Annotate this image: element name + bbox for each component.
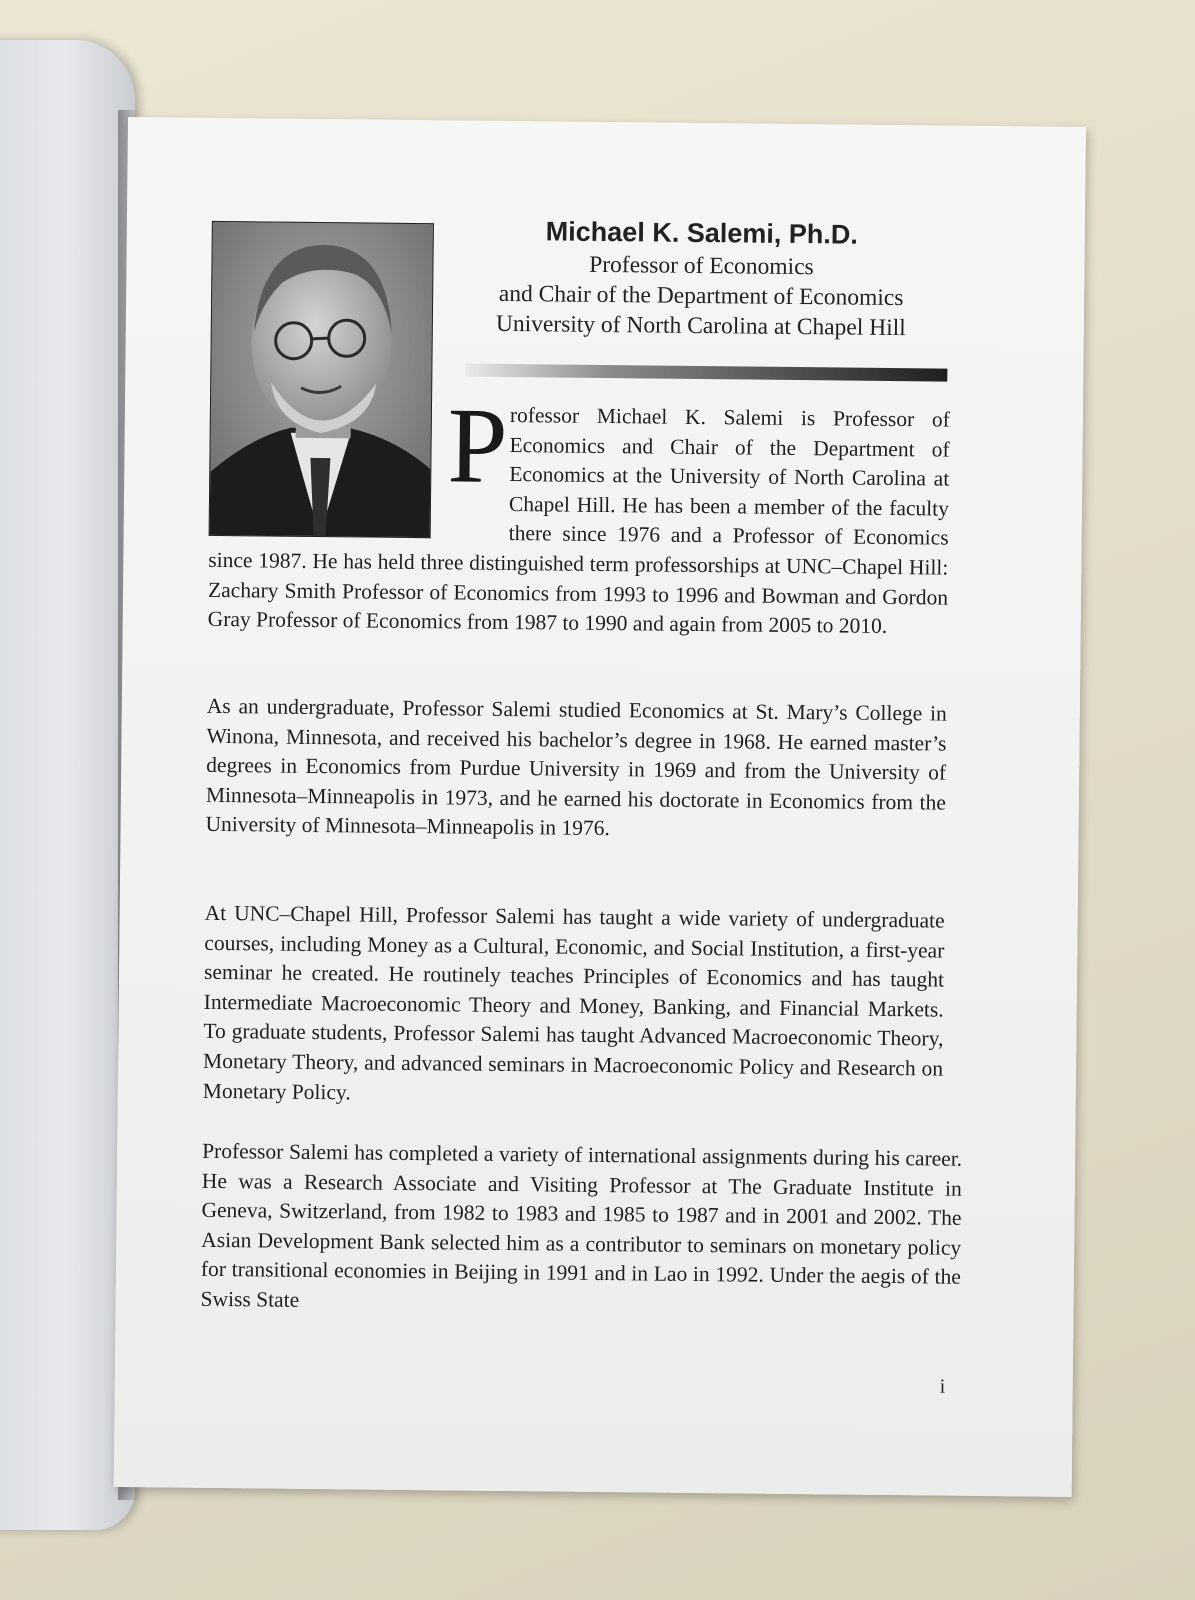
- author-institution: University of North Carolina at Chapel Hill: [495, 310, 906, 342]
- booklet-page: [114, 117, 1086, 1497]
- author-name: Michael K. Salemi, Ph.D.: [545, 216, 859, 250]
- author-header: [456, 215, 947, 343]
- author-chair: and Chair of the Department of Economics: [498, 280, 904, 312]
- drop-cap-float: [209, 386, 510, 527]
- bio-paragraph-1: [207, 386, 951, 642]
- bio-paragraph-2: As an undergraduate, Professor Salemi studied Economics at St. Mary’s College in Winona, Minnesota, and received his bachelor’s degree in 1968. He earned master’s degrees in Economics from Purdue University in 1969 and from the University of Minnesota–Minneapolis in 1973, and he earned his doctorate in Economics from the University of Minnesota–Minneapolis in 1976.: [205, 693, 947, 841]
- drop-cap: P: [446, 386, 509, 506]
- bio-paragraph-1-text: rofessor Michael K. Salemi is Professor of Economics and Chair of the Department of Economics at the University of North Carolina at Chapel Hill. He has been a member of the faculty there since 1976 and a Professor of Economics since 1987. He has held three distinguished term professorships at UNC–Chapel Hill: Zachary Smith Professor of Economics from 1993 to 1996 and Bowman and Gordon Gray Professor of Economics from 1987 to 1990 and again from 2005 to 2010.: [207, 403, 951, 639]
- bio-paragraph-4: Professor Salemi has completed a variety of international assignments during his career. He was a Research Associate and Visiting Professor at The Graduate Institute in Geneva, Switzerland, from 1982 to 1983 and 1985 to 1987 and in 2001 and 2002. The Asian Development Bank selected him as a contributor to seminars on monetary policy for transitional economies in Beijing in 1991 and in Lao in 1992. Under the aegis of the Swiss State: [200, 1138, 963, 1312]
- bio-paragraph-3: At UNC–Chapel Hill, Professor Salemi has taught a wide variety of undergraduate courses, including Money as a Cultural, Economic, and Social Institution, a first-year seminar he created. He routinely teaches Principles of Economics and has taught Intermediate Macroeconomic Theory and Money, Banking, and Financial Markets. To graduate students, Professor Salemi has taught Advanced Macroeconomic Theory, Monetary Theory, and advanced seminars in Macroeconomic Policy and Research on Monetary Policy.: [202, 900, 945, 1104]
- author-title: Professor of Economics: [589, 251, 814, 281]
- page-number: i: [939, 1375, 946, 1398]
- decorative-rule: [465, 364, 947, 382]
